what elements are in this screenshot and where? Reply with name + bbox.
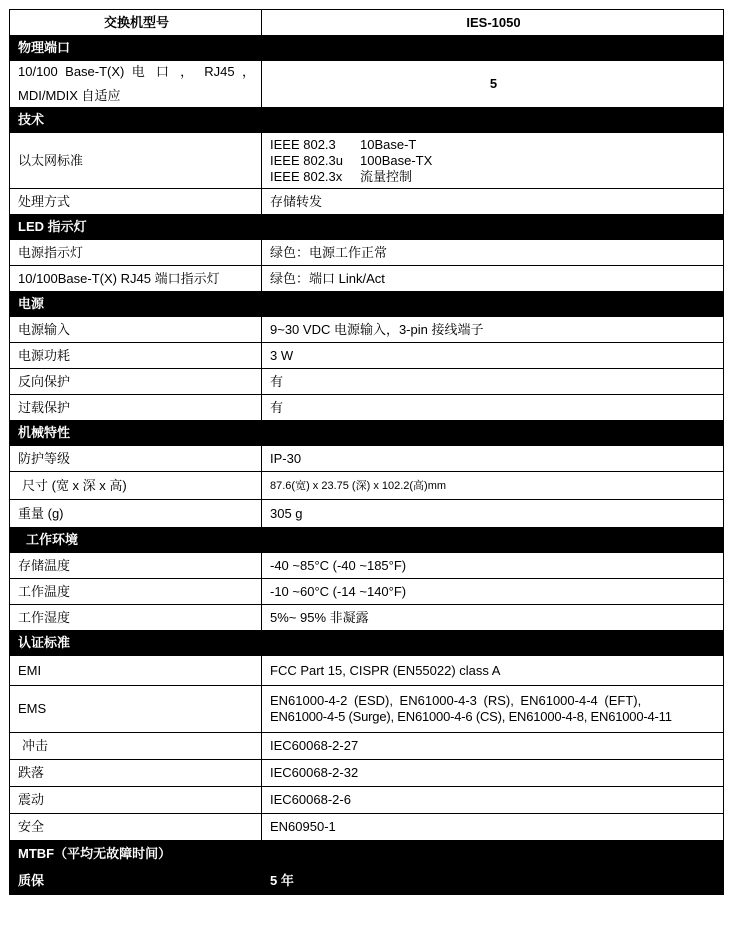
weight-label: 重量 (g) bbox=[10, 500, 262, 528]
cert-row bbox=[10, 787, 724, 814]
section-title: MTBF（平均无故障时间） bbox=[10, 841, 724, 868]
model-row bbox=[10, 10, 724, 36]
power-value: 有 bbox=[262, 395, 724, 421]
ems-value bbox=[262, 686, 724, 733]
section-title: 电源 bbox=[10, 292, 724, 317]
weight-row bbox=[10, 500, 724, 528]
port-count-row bbox=[10, 61, 724, 108]
led-port-row bbox=[10, 266, 724, 292]
led-power-label: 电源指示灯 bbox=[10, 240, 262, 266]
size-label: 尺寸 (宽 x 深 x 高) bbox=[10, 472, 262, 500]
section-title: LED 指示灯 bbox=[10, 215, 724, 240]
section-title: 机械特性 bbox=[10, 421, 724, 446]
model-value: IES-1050 bbox=[262, 10, 724, 36]
section-mtbf bbox=[10, 841, 724, 868]
section-title: 物理端口 bbox=[10, 36, 724, 61]
protection-label: 防护等级 bbox=[10, 446, 262, 472]
environment-label: 工作湿度 bbox=[10, 605, 262, 631]
section-power bbox=[10, 292, 724, 317]
ems-line: EN61000-4-2 (ESD), EN61000-4-3 (RS), EN61000-4-4 (EFT), bbox=[270, 693, 642, 708]
protection-value: IP-30 bbox=[262, 446, 724, 472]
cert-label: 跌落 bbox=[10, 760, 262, 787]
port-count-label bbox=[10, 61, 262, 108]
power-row bbox=[10, 395, 724, 421]
power-label: 电源输入 bbox=[10, 317, 262, 343]
power-label: 过载保护 bbox=[10, 395, 262, 421]
power-label: 反向保护 bbox=[10, 369, 262, 395]
port-label-line2: MDI/MDIX 自适应 bbox=[18, 88, 121, 103]
ems-label: EMS bbox=[10, 686, 262, 733]
cert-row bbox=[10, 760, 724, 787]
protection-row bbox=[10, 446, 724, 472]
cert-value: IEC60068-2-6 bbox=[262, 787, 724, 814]
ethernet-standard-row bbox=[10, 133, 724, 189]
led-power-row bbox=[10, 240, 724, 266]
environment-row bbox=[10, 553, 724, 579]
environment-value: -40 ~85°C (-40 ~185°F) bbox=[262, 553, 724, 579]
led-port-label: 10/100Base-T(X) RJ45 端口指示灯 bbox=[10, 266, 262, 292]
section-title: 工作环境 bbox=[10, 528, 724, 553]
processing-value: 存储转发 bbox=[262, 189, 724, 215]
section-certification bbox=[10, 631, 724, 656]
port-label-line1: 10/100 Base-T(X) 电 口 ， RJ45 ， bbox=[18, 64, 255, 79]
cert-row bbox=[10, 814, 724, 841]
power-row bbox=[10, 343, 724, 369]
size-value: 87.6(宽) x 23.75 (深) x 102.2(高)mm bbox=[262, 472, 724, 500]
power-value: 有 bbox=[262, 369, 724, 395]
weight-value: 305 g bbox=[262, 500, 724, 528]
ethernet-standard-value bbox=[262, 133, 724, 189]
led-port-value: 绿色：端口 Link/Act bbox=[262, 266, 724, 292]
section-environment bbox=[10, 528, 724, 553]
processing-row bbox=[10, 189, 724, 215]
power-row bbox=[10, 369, 724, 395]
cert-label: 冲击 bbox=[10, 733, 262, 760]
cert-value: IEC60068-2-32 bbox=[262, 760, 724, 787]
spec-table bbox=[9, 9, 724, 895]
ems-line: EN61000-4-5 (Surge), EN61000-4-6 (CS), EN61000-4-8, EN61000-4-11 bbox=[270, 709, 672, 724]
environment-label: 工作温度 bbox=[10, 579, 262, 605]
ethernet-standard-label: 以太网标准 bbox=[10, 133, 262, 189]
environment-value: -10 ~60°C (-14 ~140°F) bbox=[262, 579, 724, 605]
section-led bbox=[10, 215, 724, 240]
port-count-value: 5 bbox=[262, 61, 724, 108]
section-title: 技术 bbox=[10, 108, 724, 133]
standard-line: IEEE 802.3 10Base-T bbox=[270, 136, 417, 152]
section-title: 认证标准 bbox=[10, 631, 724, 656]
processing-label: 处理方式 bbox=[10, 189, 262, 215]
power-label: 电源功耗 bbox=[10, 343, 262, 369]
size-row bbox=[10, 472, 724, 500]
section-mechanical bbox=[10, 421, 724, 446]
power-row bbox=[10, 317, 724, 343]
environment-row bbox=[10, 579, 724, 605]
warranty-label: 质保 bbox=[10, 868, 262, 895]
led-power-value: 绿色：电源工作正常 bbox=[262, 240, 724, 266]
cert-value: EN60950-1 bbox=[262, 814, 724, 841]
model-label: 交换机型号 bbox=[10, 10, 262, 36]
cert-row bbox=[10, 733, 724, 760]
section-physical-ports bbox=[10, 36, 724, 61]
emi-value: FCC Part 15, CISPR (EN55022) class A bbox=[262, 656, 724, 686]
cert-label: 安全 bbox=[10, 814, 262, 841]
environment-value: 5%~ 95% 非凝露 bbox=[262, 605, 724, 631]
warranty-row bbox=[10, 868, 724, 895]
power-value: 9~30 VDC 电源输入，3-pin 接线端子 bbox=[262, 317, 724, 343]
section-technology bbox=[10, 108, 724, 133]
emi-row bbox=[10, 656, 724, 686]
cert-label: 震动 bbox=[10, 787, 262, 814]
standard-line: IEEE 802.3u 100Base-TX bbox=[270, 152, 433, 168]
emi-label: EMI bbox=[10, 656, 262, 686]
ems-row bbox=[10, 686, 724, 733]
cert-value: IEC60068-2-27 bbox=[262, 733, 724, 760]
environment-label: 存储温度 bbox=[10, 553, 262, 579]
environment-row bbox=[10, 605, 724, 631]
standard-line: IEEE 802.3x 流量控制 bbox=[270, 168, 413, 184]
warranty-value: 5 年 bbox=[262, 868, 724, 895]
power-value: 3 W bbox=[262, 343, 724, 369]
